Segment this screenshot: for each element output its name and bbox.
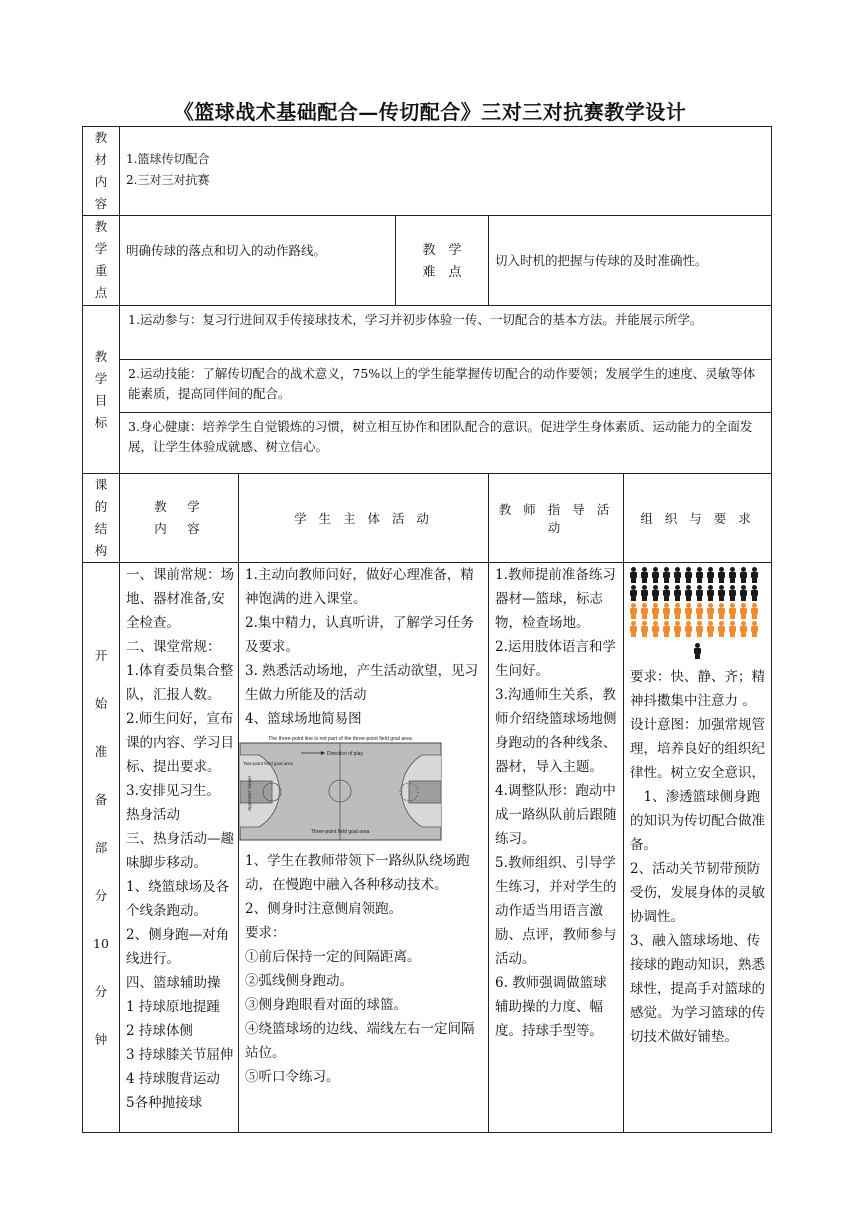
court-top-caption: The three-point line is not part of the three-point field goal area — [268, 736, 412, 742]
difficulty-cell — [489, 216, 772, 306]
start-teacher-cell — [489, 563, 624, 1133]
formation-row — [628, 567, 767, 583]
content-line: 1 持球原地提踵 — [126, 999, 220, 1015]
student-figure-icon — [628, 585, 639, 601]
goals-char: 目 — [94, 392, 108, 408]
org-line: 1、渗透篮球侧身跑的知识为传切配合做准备。 — [630, 789, 765, 853]
student-figure-icon — [639, 603, 650, 619]
student-line: 2.集中精力，认真听讲，了解学习任务及要求。 — [245, 615, 474, 655]
org-line: 3、融入篮球场地、传接球的跑动知识，熟悉球性，提高手对篮球的感觉。为学习篮球的传切技术做好铺垫。 — [630, 933, 765, 1045]
start-content-list — [120, 563, 238, 1115]
student-figure-icon — [716, 585, 727, 601]
student-figure-icon — [727, 567, 738, 583]
student-line: ⑤听口令练习。 — [245, 1069, 340, 1085]
start-content-cell — [120, 563, 239, 1133]
document-title: 《篮球战术基础配合—传切配合》三对三对抗赛教学设计 — [173, 100, 687, 124]
student-line: 要求： — [245, 925, 286, 941]
difficulty-label-1: 教 学 — [422, 243, 462, 258]
formation-row — [628, 621, 767, 637]
student-figure-icon — [672, 603, 683, 619]
student-figure-icon — [727, 621, 738, 637]
teacher-line: 6. 教师强调做篮球辅助操的力度、幅度。持球手型等。 — [495, 975, 607, 1039]
lesson-plan-table — [82, 126, 772, 1133]
student-figure-icon — [639, 621, 650, 637]
teacher-line: 3.沟通师生关系，教师介绍绕篮球场地侧身跑动的各种线条、器材，导入主题。 — [495, 687, 617, 775]
structure-char: 课 — [94, 477, 108, 492]
material-char: 容 — [94, 196, 108, 211]
student-figure-icon — [705, 585, 716, 601]
content-line: 3.安排见习生。 — [126, 783, 220, 799]
goals-label — [83, 306, 120, 474]
content-line: 1、绕篮球场及各个线条跑动。 — [126, 879, 230, 919]
student-figure-icon — [628, 603, 639, 619]
goals-char: 学 — [94, 370, 108, 386]
teacher-line: 5.教师组织、引导学生练习，并对学生的动作适当用语言激励、点评，教师参与活动。 — [495, 855, 617, 967]
content-line: 2 持球体侧 — [126, 1023, 193, 1039]
student-line: 4、篮球场地简易图 — [245, 711, 362, 727]
student-figure-icon — [672, 567, 683, 583]
start-char: 开 — [94, 647, 108, 663]
content-line: 一、课前常规：场地、器材准备,安全检查。 — [126, 567, 234, 631]
material-char: 教 — [94, 130, 108, 145]
teacher-figure-icon — [692, 643, 703, 659]
start-char: 始 — [94, 695, 108, 711]
student-activity-bottom — [239, 849, 488, 1089]
col-org-header: 组 织 与 要 求 — [624, 474, 772, 563]
student-line: 3. 熟悉活动场地，产生活动欲望，见习生做力所能及的活动 — [245, 663, 479, 703]
start-student-cell — [239, 563, 489, 1133]
student-figure-icon — [628, 567, 639, 583]
focus-char: 重 — [94, 263, 108, 278]
content-line: 2、侧身跑—对角线进行。 — [126, 927, 230, 967]
student-figure-icon — [639, 585, 650, 601]
student-figure-icon — [683, 567, 694, 583]
student-line: ③侧身跑眼看对面的球篮。 — [245, 997, 407, 1013]
start-char: 备 — [94, 791, 108, 807]
student-line: ②弧线侧身跑动。 — [245, 973, 353, 989]
teacher-line: 2.运用肢体语言和学生问好。 — [495, 639, 616, 679]
org-requirements-list — [624, 665, 771, 1049]
student-figure-icon — [716, 621, 727, 637]
student-line: 1.主动向教师问好，做好心理准备，精神饱满的进入课堂。 — [245, 567, 474, 607]
student-figure-icon — [683, 621, 694, 637]
material-line-1: 1.篮球传切配合 — [126, 152, 210, 166]
material-cell — [120, 127, 772, 216]
start-char: 部 — [94, 839, 108, 855]
start-label — [83, 563, 120, 1133]
col-student-header: 学 生 主 体 活 动 — [239, 474, 489, 563]
court-direction-label: Direction of play — [327, 751, 363, 757]
teacher-activity-list — [489, 563, 623, 1043]
formation-row — [628, 603, 767, 619]
start-org-cell — [624, 563, 772, 1133]
student-line: 1、学生在教师带领下一路纵队绕场跑动，在慢跑中融入各种移动技术。 — [245, 853, 470, 893]
student-figure-icon — [738, 585, 749, 601]
content-line: 2.师生问好，宣布课的内容、学习目标、提出要求。 — [126, 711, 234, 775]
student-figure-icon — [683, 585, 694, 601]
student-figure-icon — [661, 585, 672, 601]
student-figure-icon — [727, 603, 738, 619]
focus-char: 学 — [94, 241, 108, 256]
student-figure-icon — [683, 603, 694, 619]
col-teacher-header: 教 师 指 导 活 动 — [489, 474, 624, 563]
student-line: ④绕篮球场的边线、端线左右一定间隔站位。 — [245, 1021, 475, 1061]
student-figure-icon — [705, 621, 716, 637]
student-figure-icon — [672, 621, 683, 637]
content-line: 4 持球腹背运动 — [126, 1071, 220, 1087]
focus-text: 明确传球的落点和切入的动作路线。 — [126, 243, 327, 258]
student-figure-icon — [727, 585, 738, 601]
structure-label — [83, 474, 120, 563]
student-figure-icon — [749, 567, 760, 583]
org-line: 2、活动关节韧带预防受伤，发展身体的灵敏协调性。 — [630, 861, 765, 925]
focus-label — [83, 216, 120, 306]
student-line: ①前后保持一定的间隔距离。 — [245, 949, 421, 965]
student-figure-icon — [716, 567, 727, 583]
student-figure-icon — [749, 585, 760, 601]
student-figure-icon — [694, 567, 705, 583]
student-figure-icon — [661, 567, 672, 583]
student-figure-icon — [705, 603, 716, 619]
student-figure-icon — [738, 621, 749, 637]
difficulty-label-cell — [396, 216, 489, 306]
start-char: 分 — [94, 983, 108, 999]
student-activity-top — [239, 563, 488, 731]
goals-char: 教 — [94, 348, 108, 364]
student-figure-icon — [661, 603, 672, 619]
student-figure-icon — [716, 603, 727, 619]
material-char: 材 — [94, 152, 108, 167]
goal-item-1: 1.运动参与：复习行进间双手传接球技术，学习并初步体验一传、一切配合的基本方法。并能展示所学。 — [128, 312, 703, 327]
student-figure-icon — [672, 585, 683, 601]
material-line-2: 2.三对三对抗赛 — [126, 173, 210, 187]
structure-char: 的 — [94, 499, 108, 514]
difficulty-label-2: 难 点 — [422, 265, 462, 280]
start-char: 分 — [94, 887, 108, 903]
col-content-header: 教 学 内 容 — [120, 474, 239, 563]
start-char: 10 — [93, 935, 109, 951]
goals-char: 标 — [94, 414, 108, 430]
formation-row — [628, 585, 767, 601]
court-opponents-label: Opponents' basket — [247, 776, 252, 811]
student-figure-icon — [694, 585, 705, 601]
student-figure-icon — [738, 567, 749, 583]
student-figure-icon — [749, 621, 760, 637]
student-figure-icon — [661, 621, 672, 637]
content-line: 1.体育委员集合整队，汇报人数。 — [126, 663, 234, 703]
student-figure-icon — [694, 603, 705, 619]
content-line: 5各种抛接球 — [126, 1095, 203, 1111]
org-line: 要求：快、静、齐；精神抖擞集中注意力 。 — [630, 669, 765, 709]
student-figure-icon — [650, 621, 661, 637]
start-char: 准 — [94, 743, 108, 759]
content-line: 3 持球膝关节屈伸 — [126, 1047, 234, 1063]
student-figure-icon — [650, 585, 661, 601]
student-figure-icon — [749, 603, 760, 619]
structure-char: 结 — [94, 521, 108, 536]
court-bottom-caption: Three-point field goal area — [310, 829, 370, 835]
material-label — [83, 127, 120, 216]
student-figure-icon — [694, 621, 705, 637]
difficulty-text: 切入时机的把握与传球的及时准确性。 — [495, 253, 708, 268]
court-two-point-label: Two-point field goal area — [243, 761, 294, 766]
goals-cell — [120, 306, 772, 474]
student-figure-icon — [650, 603, 661, 619]
student-figure-icon — [628, 621, 639, 637]
student-line: 2、侧身时注意侧肩领跑。 — [245, 901, 403, 917]
org-line: 设计意图：加强常规管理，培养良好的组织纪律性。树立安全意识， — [630, 717, 765, 781]
start-char: 钟 — [94, 1031, 108, 1047]
goal-item-3: 3.身心健康：培养学生自觉锻炼的习惯，树立相互协作和团队配合的意识。促进学生身体素质、运动能力的全面发展，让学生体验成就感、树立信心。 — [120, 412, 771, 473]
content-line: 三、热身活动—趣味脚步移动。 — [126, 831, 234, 871]
structure-char: 构 — [94, 543, 108, 558]
content-line: 二、课堂常规： — [126, 639, 221, 655]
student-figure-icon — [650, 567, 661, 583]
content-line: 四、篮球辅助操 — [126, 975, 221, 991]
focus-char: 点 — [94, 285, 108, 300]
student-figure-icon — [738, 603, 749, 619]
focus-cell — [120, 216, 396, 306]
teacher-line: 1.教师提前准备练习器材—篮球，标志物，检查场地。 — [495, 567, 616, 631]
content-line: 热身活动 — [126, 807, 180, 823]
formation-diagram — [624, 563, 771, 665]
student-figure-icon — [705, 567, 716, 583]
teacher-line: 4.调整队形：跑动中成一路纵队前后跟随练习。 — [495, 783, 617, 847]
goal-item-2: 2.运动技能：了解传切配合的战术意义，75%以上的学生能掌握传切配合的动作要领；发展学生的速度、灵敏等体能素质，提高同伴间的配合。 — [120, 359, 771, 412]
focus-char: 教 — [94, 219, 108, 234]
basketball-court-diagram — [239, 733, 442, 843]
student-figure-icon — [639, 567, 650, 583]
material-char: 内 — [94, 174, 108, 189]
